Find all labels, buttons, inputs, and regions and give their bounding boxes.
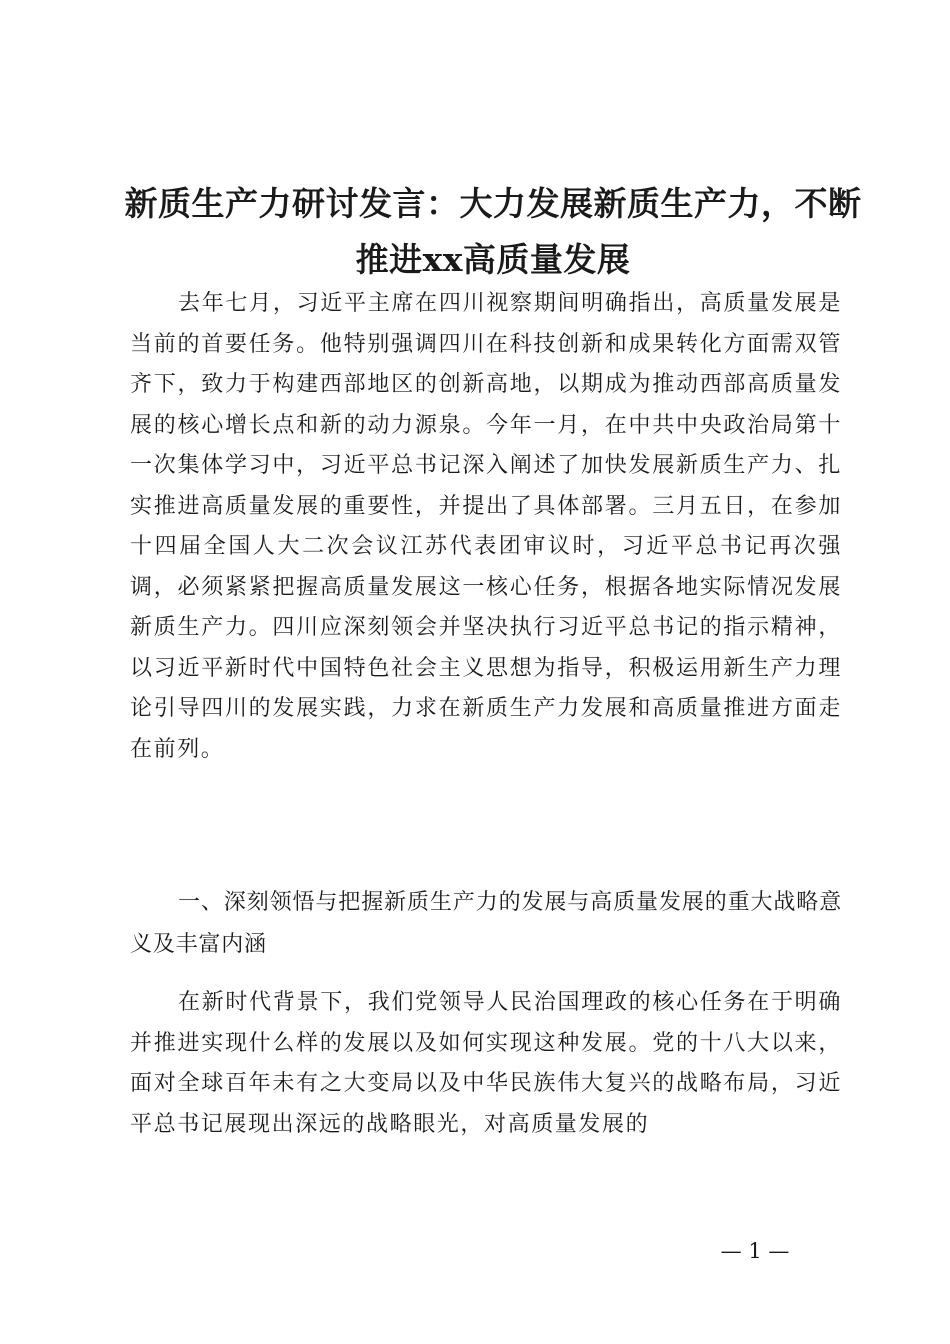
- document-title: 新质生产力研讨发言：大力发展新质生产力，不断推进xx高质量发展: [124, 184, 862, 279]
- body-paragraph-2: 在新时代背景下，我们党领导人民治国理政的核心任务在于明确并推进实现什么样的发展以及如何实现这种发展。党的十八大以来，面对全球百年未有之大变局以及中华民族伟大复兴的战略布局，习近平总书记展现出深远的战略眼光，对高质量发展的: [130, 990, 842, 1137]
- section-heading-1: 一、深刻领悟与把握新质生产力的发展与高质量发展的重大战略意义及丰富内涵: [130, 890, 842, 957]
- body-paragraph-1: 去年七月，习近平主席在四川视察期间明确指出，高质量发展是当前的首要任务。他特别强调四川在科技创新和成果转化方面需双管齐下，致力于构建西部地区的创新高地，以期成为推动西部高质量发展的核心增长点和新的动力源泉。今年一月，在中共中央政治局第十一次集体学习中，习近平总书记深入阐述了加快发展新质生产力、扎实推进高质量发展的重要性，并提出了具体部署。三月五日，在参加十四届全国人大二次会议江苏代表团审议时，习近平总书记再次强调，必须紧紧把握高质量发展这一核心任务，根据各地实际情况发展新质生产力。四川应深刻领会并坚决执行习近平总书记的指示精神，以习近平新时代中国特色社会主义思想为指导，积极运用新生产力理论引导四川的发展实践，力求在新质生产力发展和高质量推进方面走在前列。: [130, 291, 842, 762]
- page-number: — 1 —: [720, 1239, 790, 1263]
